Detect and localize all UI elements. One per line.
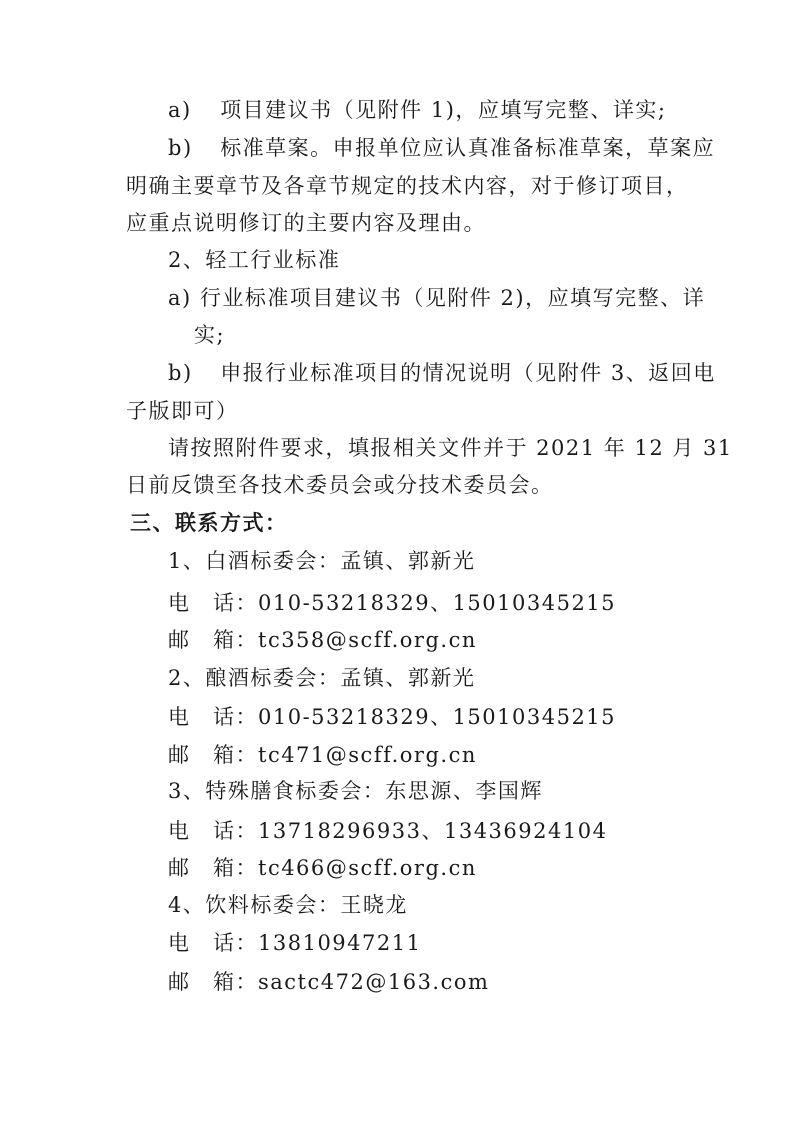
phone-value: 13718296933、13436924104 bbox=[258, 819, 608, 843]
phone-label: 电 话： bbox=[168, 705, 258, 729]
email-row-4 bbox=[168, 967, 489, 997]
phone-value: 13810947211 bbox=[258, 931, 422, 955]
email-value: tc466@scff.org.cn bbox=[258, 856, 477, 880]
committee-1: 1、白酒标委会：孟镇、郭新光 bbox=[168, 549, 476, 573]
item-a-line bbox=[168, 95, 667, 125]
item-a-text: 项目建议书（见附件 1)，应填写完整、详实; bbox=[220, 98, 667, 122]
industry-a-continuation: 实; bbox=[194, 323, 226, 347]
industry-standard-heading: 2、轻工行业标准 bbox=[168, 248, 341, 272]
email-label: 邮 箱： bbox=[168, 743, 258, 767]
phone-row-3 bbox=[168, 816, 607, 846]
item-b-text-1: 标准草案。申报单位应认真准备标准草案，草案应 bbox=[220, 136, 716, 160]
phone-label: 电 话： bbox=[168, 819, 258, 843]
email-row-1 bbox=[168, 625, 477, 655]
industry-a-line: a) 行业标准项目建议书（见附件 2)，应填写完整、详 bbox=[168, 286, 706, 310]
item-b-line-2: 明确主要章节及各章节规定的技术内容，对于修订项目， bbox=[126, 174, 689, 198]
contact-heading: 三、联系方式： bbox=[130, 510, 288, 535]
phone-row-4 bbox=[168, 928, 421, 958]
committee-3: 3、特殊膳食标委会：东思源、李国辉 bbox=[168, 779, 543, 803]
email-label: 邮 箱： bbox=[168, 970, 258, 994]
item-a-marker: a) bbox=[168, 98, 192, 122]
industry-b-marker: b) bbox=[168, 361, 193, 385]
item-b-line-1 bbox=[168, 133, 715, 163]
email-row-3 bbox=[168, 853, 477, 883]
email-label: 邮 箱： bbox=[168, 628, 258, 652]
email-value: sactc472@163.com bbox=[258, 970, 490, 994]
phone-label: 电 话： bbox=[168, 931, 258, 955]
phone-label: 电 话： bbox=[168, 591, 258, 615]
request-line-2: 日前反馈至各技术委员会或分技术委员会。 bbox=[126, 473, 554, 497]
committee-4: 4、饮料标委会：王晓龙 bbox=[168, 893, 408, 917]
item-b-line-3: 应重点说明修订的主要内容及理由。 bbox=[126, 211, 486, 235]
committee-2: 2、酿酒标委会：孟镇、郭新光 bbox=[168, 666, 476, 690]
industry-b-line-1 bbox=[168, 358, 716, 388]
email-value: tc358@scff.org.cn bbox=[258, 628, 477, 652]
item-b-marker: b) bbox=[168, 136, 193, 160]
request-line-1: 请按照附件要求，填报相关文件并于 2021 年 12 月 31 bbox=[168, 436, 733, 460]
email-value: tc471@scff.org.cn bbox=[258, 743, 477, 767]
phone-value: 010-53218329、15010345215 bbox=[258, 591, 617, 615]
email-row-2 bbox=[168, 740, 477, 770]
phone-row-1 bbox=[168, 588, 616, 618]
industry-b-text-1: 申报行业标准项目的情况说明（见附件 3、返回电 bbox=[220, 361, 716, 385]
email-label: 邮 箱： bbox=[168, 856, 258, 880]
phone-row-2 bbox=[168, 702, 616, 732]
phone-value: 010-53218329、15010345215 bbox=[258, 705, 617, 729]
industry-b-line-2: 子版即可） bbox=[126, 399, 239, 423]
